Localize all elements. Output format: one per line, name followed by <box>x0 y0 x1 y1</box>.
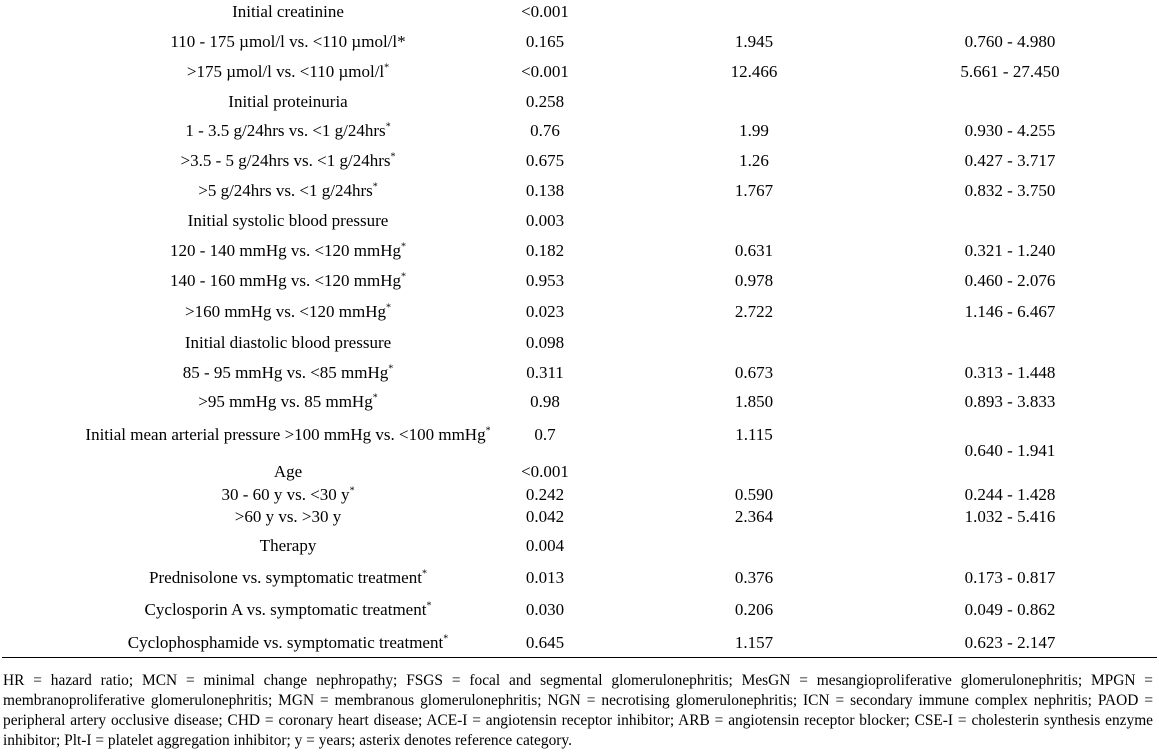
hazard-ratio-cell <box>735 363 773 383</box>
row-label <box>170 271 406 291</box>
p-value-cell-text: 0.311 <box>526 363 564 382</box>
hazard-ratio-cell <box>735 600 773 620</box>
p-value-cell-text: 0.165 <box>525 32 565 51</box>
hazard-ratio-cell <box>735 241 773 261</box>
row-label <box>235 507 342 527</box>
confidence-interval-cell-text: 1.146 - 6.467 <box>964 302 1056 321</box>
p-value-cell <box>526 568 564 588</box>
hazard-ratio-cell-text: 0.978 <box>734 271 774 290</box>
p-value-cell <box>526 181 564 201</box>
hazard-ratio-cell-text: 1.26 <box>739 151 769 170</box>
p-value-cell-text: 0.182 <box>525 241 565 260</box>
p-value-cell <box>521 62 569 82</box>
reference-marker: * <box>421 568 427 580</box>
p-value-cell <box>530 392 560 412</box>
p-value-cell <box>534 425 555 445</box>
p-value-cell-text: 0.7 <box>534 425 556 444</box>
confidence-interval-cell-text: 0.893 - 3.833 <box>964 392 1056 411</box>
reference-marker: * <box>485 425 491 437</box>
row-label-text: >5 g/24hrs vs. <1 g/24hrs <box>198 181 373 200</box>
row-label <box>187 62 389 82</box>
hazard-ratio-cell-text: 1.850 <box>734 392 774 411</box>
p-value-cell <box>526 271 564 291</box>
row-label-text: Cyclosporin A vs. symptomatic treatment <box>144 600 427 619</box>
reference-marker: * <box>426 600 432 612</box>
reference-marker: * <box>372 392 378 404</box>
row-label-text: 140 - 160 mmHg vs. <120 mmHg <box>169 271 402 290</box>
p-value-cell-text: 0.953 <box>525 271 565 290</box>
hazard-ratio-cell <box>735 485 773 505</box>
confidence-interval-cell-text: 0.760 - 4.980 <box>964 32 1056 51</box>
confidence-interval-cell-text: 0.049 - 0.862 <box>964 600 1056 619</box>
row-label-text: Age <box>273 462 303 481</box>
hazard-ratio-cell <box>739 121 769 141</box>
hazard-ratio-cell-text: 1.945 <box>734 32 774 51</box>
confidence-interval-cell <box>965 568 1056 588</box>
row-label <box>145 600 432 620</box>
hazard-ratio-cell-text: 0.631 <box>734 241 774 260</box>
hazard-ratio-cell <box>735 568 773 588</box>
hazard-ratio-cell-text: 2.722 <box>734 302 774 321</box>
p-value-cell <box>521 2 569 22</box>
row-label-text: >175 µmol/l vs. <110 µmol/l <box>186 62 385 81</box>
hazard-ratio-cell-text: 1.115 <box>735 425 773 444</box>
p-value-cell-text: 0.030 <box>525 600 565 619</box>
row-label-text: Initial mean arterial pressure >100 mmHg vs. <100 mmHg <box>85 425 486 444</box>
confidence-interval-cell <box>965 392 1056 412</box>
row-label-text: 30 - 60 y vs. <30 y <box>221 485 350 504</box>
row-label-text: 110 - 175 µmol/l vs. <110 µmol/l* <box>170 32 406 51</box>
p-value-cell <box>526 485 564 505</box>
table-footnote: HR = hazard ratio; MCN = minimal change nephropathy; FSGS = focal and segmental glomerulonephritis; MesGN = mesangioproliferative glomerulonephritis; MPGN = membranoproliferative glomerulonephritis; MGN = membranous glomerulonephritis; NGN = necrotising glomerulonephritis; ICN = secondary immune complex nephritis; PAOD = peripheral artery occlusive disease; CHD = coronary heart disease; ACE-I = angiotensin receptor inhibitor; ARB = angiotensin receptor blocker; CSE-I = cholesterin synthesis enzyme inhibitor; Plt-I = platelet aggregation inhibitor; y = years; asterix denotes reference category. <box>3 672 1153 749</box>
row-label <box>198 181 378 201</box>
row-label-text: 85 - 95 mmHg vs. <85 mmHg <box>182 363 389 382</box>
hazard-ratio-cell-text: 12.466 <box>730 62 778 81</box>
row-label-text: >3.5 - 5 g/24hrs vs. <1 g/24hrs <box>180 151 391 170</box>
p-value-cell <box>526 32 564 52</box>
p-value-cell <box>526 302 564 322</box>
reference-marker: * <box>386 302 391 314</box>
reference-marker: * <box>349 485 355 497</box>
reference-marker: * <box>401 241 407 253</box>
confidence-interval-cell <box>965 507 1056 527</box>
row-label <box>185 333 391 353</box>
confidence-interval-cell-text: 0.321 - 1.240 <box>964 241 1056 260</box>
row-label-text: Initial creatinine <box>232 2 344 21</box>
row-label <box>198 392 377 412</box>
hazard-ratio-cell <box>735 507 773 527</box>
confidence-interval-cell <box>965 151 1056 171</box>
confidence-interval-cell-text: 0.313 - 1.448 <box>964 363 1056 382</box>
row-label-text: 120 - 140 mmHg vs. <120 mmHg <box>169 241 402 260</box>
hazard-ratio-cell <box>735 302 773 322</box>
confidence-interval-cell-text: 0.427 - 3.717 <box>964 151 1056 170</box>
p-value-cell-text: 0.675 <box>525 151 565 170</box>
p-value-cell <box>526 633 564 653</box>
hazard-ratio-cell-text: 0.590 <box>734 485 774 504</box>
p-value-cell-text: 0.023 <box>525 302 565 321</box>
row-label <box>170 241 406 261</box>
reference-marker: * <box>443 633 449 645</box>
p-value-cell-text: 0.004 <box>525 536 565 555</box>
row-label-text: Initial systolic blood pressure <box>187 211 389 230</box>
confidence-interval-cell <box>965 241 1056 261</box>
p-value-cell-text: 0.242 <box>525 485 565 504</box>
reference-marker: * <box>384 62 390 74</box>
confidence-interval-cell-text: 5.661 - 27.450 <box>960 62 1060 81</box>
p-value-cell-text: <0.001 <box>521 2 569 21</box>
p-value-cell-text: 0.042 <box>525 507 565 526</box>
hazard-ratio-cell-text: 1.99 <box>739 121 769 140</box>
row-label-text: 1 - 3.5 g/24hrs vs. <1 g/24hrs <box>185 121 386 140</box>
row-label <box>228 92 347 112</box>
p-value-cell <box>526 363 564 383</box>
row-label <box>221 485 354 505</box>
row-label-text: >160 mmHg vs. <120 mmHg <box>185 302 386 321</box>
row-label-text: >95 mmHg vs. 85 mmHg <box>198 392 373 411</box>
confidence-interval-cell <box>965 633 1056 653</box>
reference-marker: * <box>372 181 378 193</box>
hazard-ratio-cell <box>735 271 773 291</box>
row-label-text: >60 y vs. >30 y <box>234 507 342 526</box>
p-value-cell-text: 0.138 <box>525 181 565 200</box>
confidence-interval-cell <box>965 600 1056 620</box>
reference-marker: * <box>401 271 407 283</box>
row-label-text: Initial diastolic blood pressure <box>184 333 392 352</box>
hazard-ratio-cell <box>735 32 773 52</box>
p-value-cell-text: <0.001 <box>521 462 569 481</box>
hazard-ratio-cell-text: 0.673 <box>734 363 774 382</box>
p-value-cell-text: 0.645 <box>525 633 565 652</box>
hazard-ratio-cell <box>735 392 773 412</box>
confidence-interval-cell <box>965 485 1056 505</box>
hazard-ratio-cell-text: 1.767 <box>734 181 774 200</box>
p-value-cell <box>526 151 564 171</box>
confidence-interval-cell <box>965 271 1056 291</box>
p-value-cell-text: 0.098 <box>525 333 565 352</box>
p-value-cell <box>521 462 569 482</box>
table-bottom-rule <box>2 657 1157 658</box>
row-label <box>185 302 391 322</box>
confidence-interval-cell <box>965 181 1056 201</box>
hazard-ratio-cell <box>735 425 773 445</box>
confidence-interval-cell-text: 0.832 - 3.750 <box>964 181 1056 200</box>
row-label <box>128 633 448 653</box>
p-value-cell <box>526 507 564 527</box>
row-label <box>149 568 427 588</box>
confidence-interval-cell-text: 0.640 - 1.941 <box>964 441 1056 460</box>
confidence-interval-cell-text: 0.930 - 4.255 <box>964 121 1056 140</box>
row-label <box>181 151 396 171</box>
hazard-ratio-cell <box>731 62 778 82</box>
confidence-interval-cell <box>965 121 1056 141</box>
p-value-cell <box>526 333 564 353</box>
confidence-interval-cell-text: 0.173 - 0.817 <box>964 568 1056 587</box>
row-label <box>232 2 344 22</box>
confidence-interval-cell <box>965 363 1056 383</box>
row-label <box>188 211 389 231</box>
confidence-interval-cell <box>965 441 1056 461</box>
reference-marker: * <box>390 151 396 163</box>
row-label-text: Cyclophosphamide vs. symptomatic treatment <box>127 633 444 652</box>
p-value-cell <box>530 121 560 141</box>
p-value-cell <box>526 536 564 556</box>
p-value-cell-text: <0.001 <box>521 62 569 81</box>
hazard-ratio-cell <box>735 633 773 653</box>
row-label <box>170 32 405 52</box>
row-label <box>274 462 302 482</box>
confidence-interval-cell <box>960 62 1059 82</box>
p-value-cell-text: 0.76 <box>530 121 560 140</box>
p-value-cell <box>526 211 564 231</box>
confidence-interval-cell <box>965 302 1056 322</box>
row-label-text: Initial proteinuria <box>228 92 348 111</box>
confidence-interval-cell-text: 0.460 - 2.076 <box>964 271 1056 290</box>
confidence-interval-cell-text: 0.244 - 1.428 <box>964 485 1056 504</box>
hazard-ratio-cell-text: 0.376 <box>734 568 774 587</box>
hazard-ratio-cell-text: 0.206 <box>734 600 774 619</box>
reference-marker: * <box>385 121 391 133</box>
row-label-text: Therapy <box>259 536 317 555</box>
hazard-ratio-cell-text: 1.157 <box>734 633 774 652</box>
row-label <box>85 425 490 445</box>
row-label <box>185 121 390 141</box>
row-label-text: Prednisolone vs. symptomatic treatment <box>149 568 422 587</box>
reference-marker: * <box>388 363 394 375</box>
confidence-interval-cell-text: 0.623 - 2.147 <box>964 633 1056 652</box>
p-value-cell-text: 0.98 <box>530 392 560 411</box>
p-value-cell-text: 0.013 <box>525 568 565 587</box>
p-value-cell-text: 0.258 <box>525 92 565 111</box>
confidence-interval-cell <box>965 32 1056 52</box>
confidence-interval-cell-text: 1.032 - 5.416 <box>964 507 1056 526</box>
row-label <box>260 536 317 556</box>
p-value-cell <box>526 600 564 620</box>
hazard-ratio-cell-text: 2.364 <box>734 507 774 526</box>
hazard-ratio-cell <box>739 151 769 171</box>
row-label <box>183 363 394 383</box>
hazard-ratio-cell <box>735 181 773 201</box>
p-value-cell <box>526 241 564 261</box>
p-value-cell <box>526 92 564 112</box>
p-value-cell-text: 0.003 <box>525 211 565 230</box>
